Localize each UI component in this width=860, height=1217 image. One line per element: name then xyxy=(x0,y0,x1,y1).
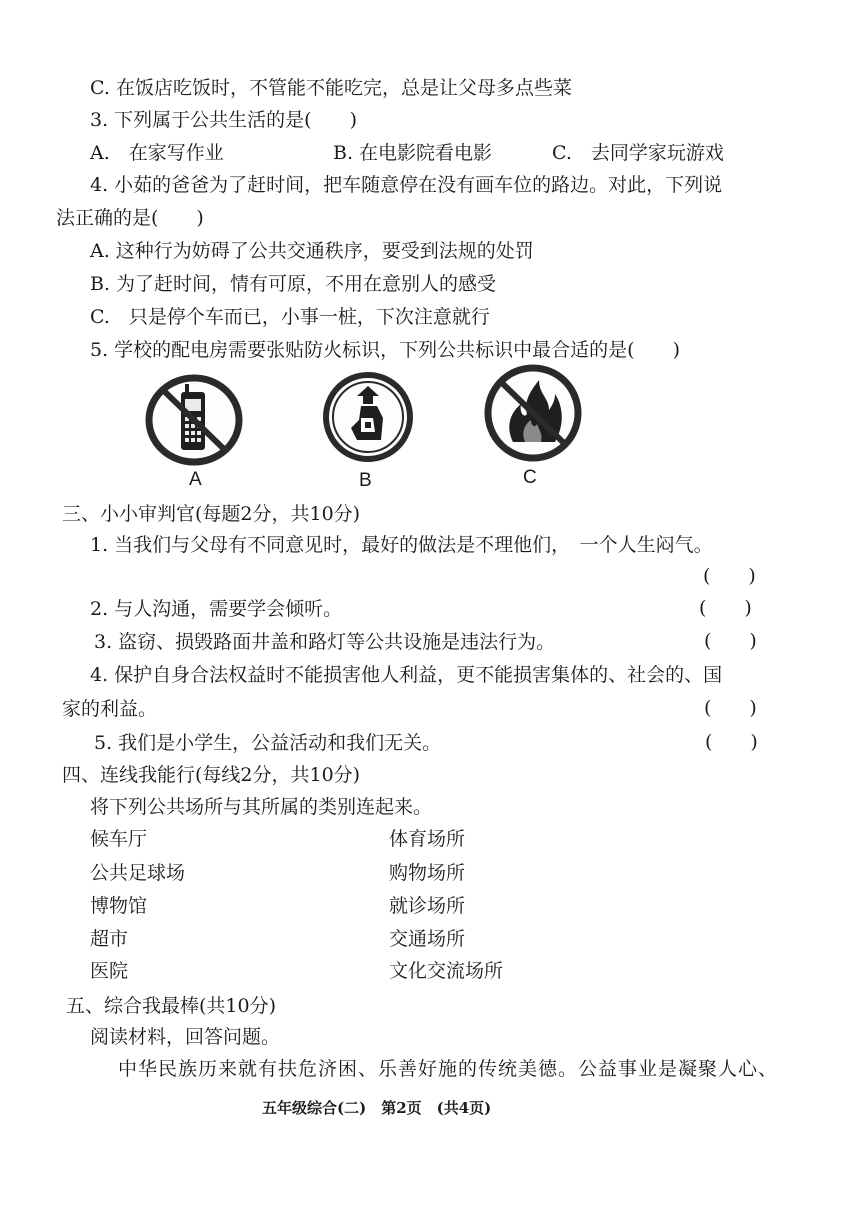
match-right-3: 就诊场所 xyxy=(389,895,466,917)
q2-option-c: C. 在饭店吃饭时，不管能不能吃完，总是让父母多点些菜 xyxy=(90,77,572,99)
match-left-1: 候车厅 xyxy=(90,828,148,850)
match-left-4: 超市 xyxy=(90,928,129,950)
no-fire-icon xyxy=(483,364,583,462)
section3-item-5-answer: ( ) xyxy=(705,731,758,753)
section3-item-2-answer: ( ) xyxy=(699,597,752,619)
sign-b-label: B xyxy=(359,470,372,491)
sign-a-label: A xyxy=(189,469,202,490)
section3-item-4-answer: ( ) xyxy=(704,697,757,719)
q3-stem: 3. 下列属于公共生活的是( ) xyxy=(90,109,357,131)
sign-a xyxy=(143,372,245,468)
q3-option-b: B. 在电影院看电影 xyxy=(333,142,493,164)
match-left-2: 公共足球场 xyxy=(90,862,186,884)
sign-c xyxy=(483,364,583,462)
q4-stem-line2: 法正确的是( ) xyxy=(56,207,204,229)
match-right-5: 文化交流场所 xyxy=(389,960,504,982)
section3-title: 三、小小审判官(每题2分，共10分) xyxy=(62,503,361,525)
section3-item-5: 5. 我们是小学生，公益活动和我们无关。 xyxy=(94,732,442,754)
touch-hand-icon xyxy=(321,370,415,464)
no-mobile-phone-icon xyxy=(143,372,245,468)
q3-option-c: C. 去同学家玩游戏 xyxy=(552,142,724,164)
q4-option-a: A. 这种行为妨碍了公共交通秩序，要受到法规的处罚 xyxy=(90,240,534,262)
match-right-4: 交通场所 xyxy=(389,928,466,950)
q4-option-b: B. 为了赶时间，情有可原，不用在意别人的感受 xyxy=(90,273,497,295)
section3-item-2: 2. 与人沟通，需要学会倾听。 xyxy=(90,598,343,620)
match-right-2: 购物场所 xyxy=(389,862,466,884)
q3-option-a: A. 在家写作业 xyxy=(90,142,224,164)
section5-title: 五、综合我最棒(共10分) xyxy=(66,995,277,1017)
section5-passage: 中华民族历来就有扶危济困、乐善好施的传统美德。公益事业是凝聚人心、 xyxy=(118,1058,779,1080)
section3-item-1: 1. 当我们与父母有不同意见时，最好的做法是不理他们， 一个人生闷气。 xyxy=(90,534,713,556)
section4-instruction: 将下列公共场所与其所属的类别连起来。 xyxy=(90,796,433,818)
page-footer: 五年级综合(二) 第2页 (共4页) xyxy=(262,1099,492,1117)
section5-instruction: 阅读材料，回答问题。 xyxy=(90,1026,281,1048)
section3-item-4-line1: 4. 保护自身合法权益时不能损害他人利益，更不能损害集体的、社会的、国 xyxy=(90,664,723,686)
q5-stem: 5. 学校的配电房需要张贴防火标识，下列公共标识中最合适的是( ) xyxy=(90,339,680,361)
q4-stem-line1: 4. 小茹的爸爸为了赶时间，把车随意停在没有画车位的路边。对此，下列说 xyxy=(90,174,723,196)
section4-title: 四、连线我能行(每线2分，共10分) xyxy=(62,764,361,786)
section3-item-1-answer: ( ) xyxy=(703,565,756,587)
section3-item-3-answer: ( ) xyxy=(704,630,757,652)
q4-option-c: C. 只是停个车而已，小事一桩，下次注意就行 xyxy=(90,306,490,328)
match-right-1: 体育场所 xyxy=(389,828,466,850)
match-left-3: 博物馆 xyxy=(90,895,148,917)
section3-item-4-line2: 家的利益。 xyxy=(62,698,158,720)
section3-item-3: 3. 盗窃、损毁路面井盖和路灯等公共设施是违法行为。 xyxy=(94,631,556,653)
match-left-5: 医院 xyxy=(90,960,129,982)
sign-b xyxy=(321,370,415,464)
sign-c-label: C xyxy=(523,467,537,488)
